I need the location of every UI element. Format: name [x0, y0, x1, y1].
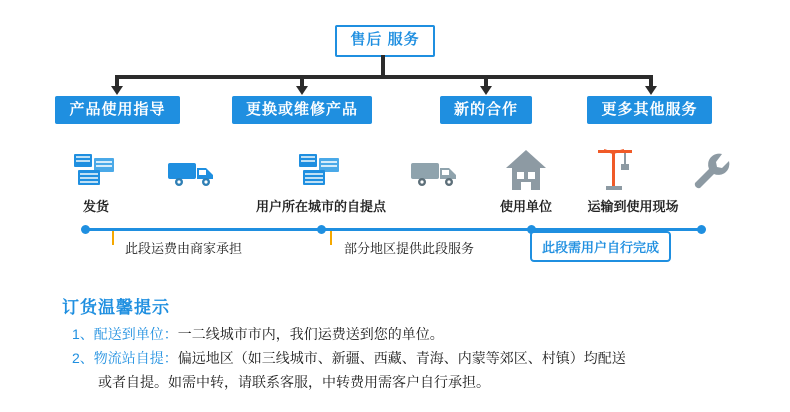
boxes-icon [297, 152, 345, 197]
timeline-tick-0 [112, 231, 114, 245]
tree-connector-horizontal-bus [115, 75, 653, 79]
note-key-1: 物流站自提： [93, 350, 178, 366]
note-item-0 [72, 324, 444, 344]
truck-icon [410, 158, 462, 195]
tree-child-node-replace-repair: 更换或维修产品 [232, 96, 372, 124]
note-text-0: 一二线城市市内，我们运费送到您的单位。 [177, 326, 444, 342]
tree-branch-arrow-2 [480, 86, 492, 95]
tree-branch-arrow-1 [296, 86, 308, 95]
house-icon [504, 148, 548, 197]
timeline-tick-1 [330, 231, 332, 245]
note-number-1: 2、 [72, 350, 94, 366]
timeline-segment-label-0: 此段运费由商家承担 [125, 241, 243, 256]
note-text-1: 偏远地区（如三线城市、新疆、西藏、青海、内蒙等郊区、村镇）均配送 [177, 350, 626, 366]
timeline-segment-label-1: 部分地区提供此段服务 [344, 241, 475, 256]
tree-branch-arrow-0 [111, 86, 123, 95]
note-continuation-1: 或者自提。如需中转，请联系客服，中转费用需客户自行承担。 [98, 374, 490, 390]
timeline-dot-end [697, 225, 706, 234]
timeline-dot-start [81, 225, 90, 234]
tree-child-node-more-services: 更多其他服务 [587, 96, 712, 124]
note-item-1 [72, 348, 626, 368]
note-key-0: 配送到单位： [93, 326, 178, 342]
flow-caption-4: 使用单位 [499, 199, 552, 214]
flow-caption-2: 用户所在城市的自提点 [255, 199, 386, 214]
notes-title: 订货温馨提示 [62, 298, 170, 317]
tree-root-node: 售后 服务 [335, 25, 435, 57]
crane-icon [594, 146, 640, 197]
note-number-0: 1、 [72, 326, 94, 342]
tree-branch-arrow-3 [645, 86, 657, 95]
timeline-segment-label-2: 此段需用户自行完成 [530, 231, 671, 262]
tree-child-node-new-cooperation: 新的合作 [440, 96, 532, 124]
flow-caption-0: 发货 [82, 199, 109, 214]
tree-child-node-product-guide: 产品使用指导 [55, 96, 180, 124]
wrench-icon [690, 152, 734, 197]
flow-caption-5: 运输到使用现场 [587, 199, 679, 214]
tree-connector-vertical-root [381, 55, 385, 77]
timeline-dot-pickup [317, 225, 326, 234]
truck-icon [167, 158, 219, 195]
boxes-icon [72, 152, 120, 197]
